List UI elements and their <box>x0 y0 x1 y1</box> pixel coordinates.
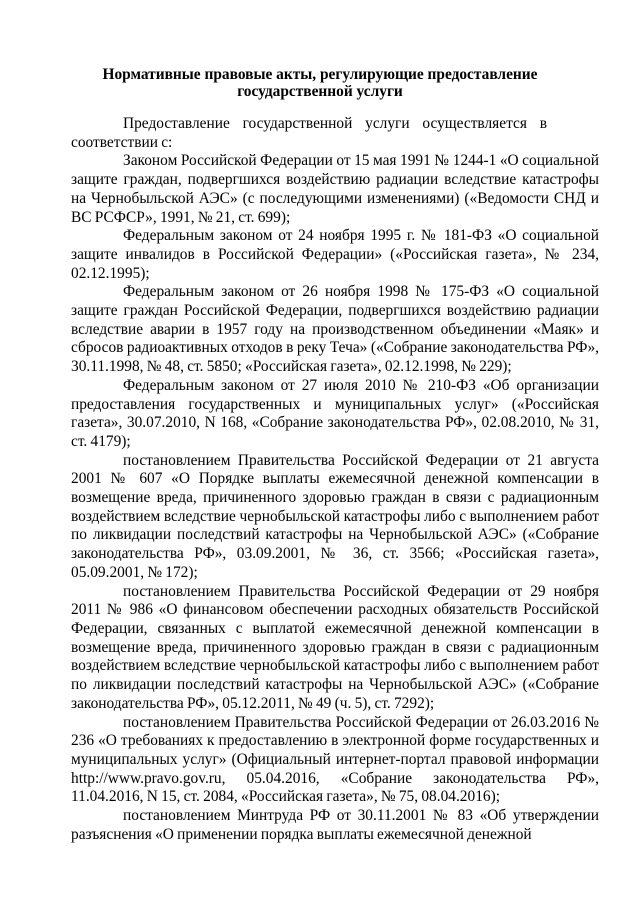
law-paragraph-2: Федеральным законом от 24 ноября 1995 г. № 181-ФЗ «О социальной защите инвалидов в Российской Федерации» («Российская газета», № 234, 02.12.1995); <box>71 227 599 282</box>
resolution-paragraph-4: постановлением Минтруда РФ от 30.11.2001 № 83 «Об утверждении разъяснения «О применении порядка выплаты ежемесячной денежной <box>71 807 599 843</box>
law-paragraph-4: Федеральным законом от 27 июля 2010 № 210-ФЗ «Об организации предоставления государственных и муниципальных услуг» («Российская газета», 30.07.2010, N 168, «Собрание законодательства РФ», 02.08.2010, № 31, ст. 4179); <box>71 376 599 450</box>
resolution-paragraph-1: постановлением Правительства Российской Федерации от 21 августа 2001 № 607 «О Порядке выплаты ежемесячной денежной компенсации в возмещение вреда, причиненного здоровью граждан в связи с радиационным воздействием вследствие чернобыльской катастрофы либо с выполнением работ по ликвидации последствий катастрофы на Чернобыльской АЭС» («Собрание законодательства РФ», 03.09.2001, № 36, ст. 3566; «Российская газета», 05.09.2001, № 172); <box>71 451 599 581</box>
intro-paragraph: Предоставление государственной услуги осуществляется в соответствии с: <box>71 115 547 151</box>
law-paragraph-3: Федеральным законом от 26 ноября 1998 № 175-ФЗ «О социальной защите граждан Российской Федерации, подвергшихся воздействию радиации вследствие аварии в 1957 году на производственном объединении «Маяк» и сбросов радиоактивных отходов в реку Теча» («Собрание законодательства РФ», 30.11.1998, № 48, ст. 5850; «Российская газета», 02.12.1998, № 229); <box>71 283 599 376</box>
resolution-paragraph-3: постановлением Правительства Российской Федерации от 26.03.2016 № 236 «О требованиях к предоставлению в электронной форме государственных и муниципальных услуг» (Официальный интернет-портал правовой информации http://www.pravo.gov.ru, 05.04.2016, «Собрание законодательства РФ», 11.04.2016, N 15, ст. 2084, «Российская газета», № 75, 08.04.2016); <box>71 713 599 806</box>
resolution-paragraph-2: постановлением Правительства Российской Федерации от 29 ноября 2011 № 986 «О финансовом обеспечении расходных обязательств Российской Федерации, связанных с выплатой ежемесячной денежной компенсации в возмещение вреда, причиненного здоровью граждан в связи с радиационным воздействием вследствие чернобыльской катастрофы либо с выполнением работ по ликвидации последствий катастрофы на Чернобыльской АЭС» («Собрание законодательства РФ», 05.12.2011, № 49 (ч. 5), ст. 7292); <box>71 582 599 712</box>
document-body <box>71 115 599 844</box>
document-title: Нормативные правовые акты, регулирующие предоставление государственной услуги <box>102 66 538 100</box>
law-paragraph-1: Законом Российской Федерации от 15 мая 1991 № 1244-1 «О социальной защите граждан, подвергшихся воздействию радиации вследствие катастрофы на Чернобыльской АЭС» (с последующими изменениями) («Ведомости СНД и ВС РСФСР», 1991, № 21, ст. 699); <box>71 152 599 226</box>
